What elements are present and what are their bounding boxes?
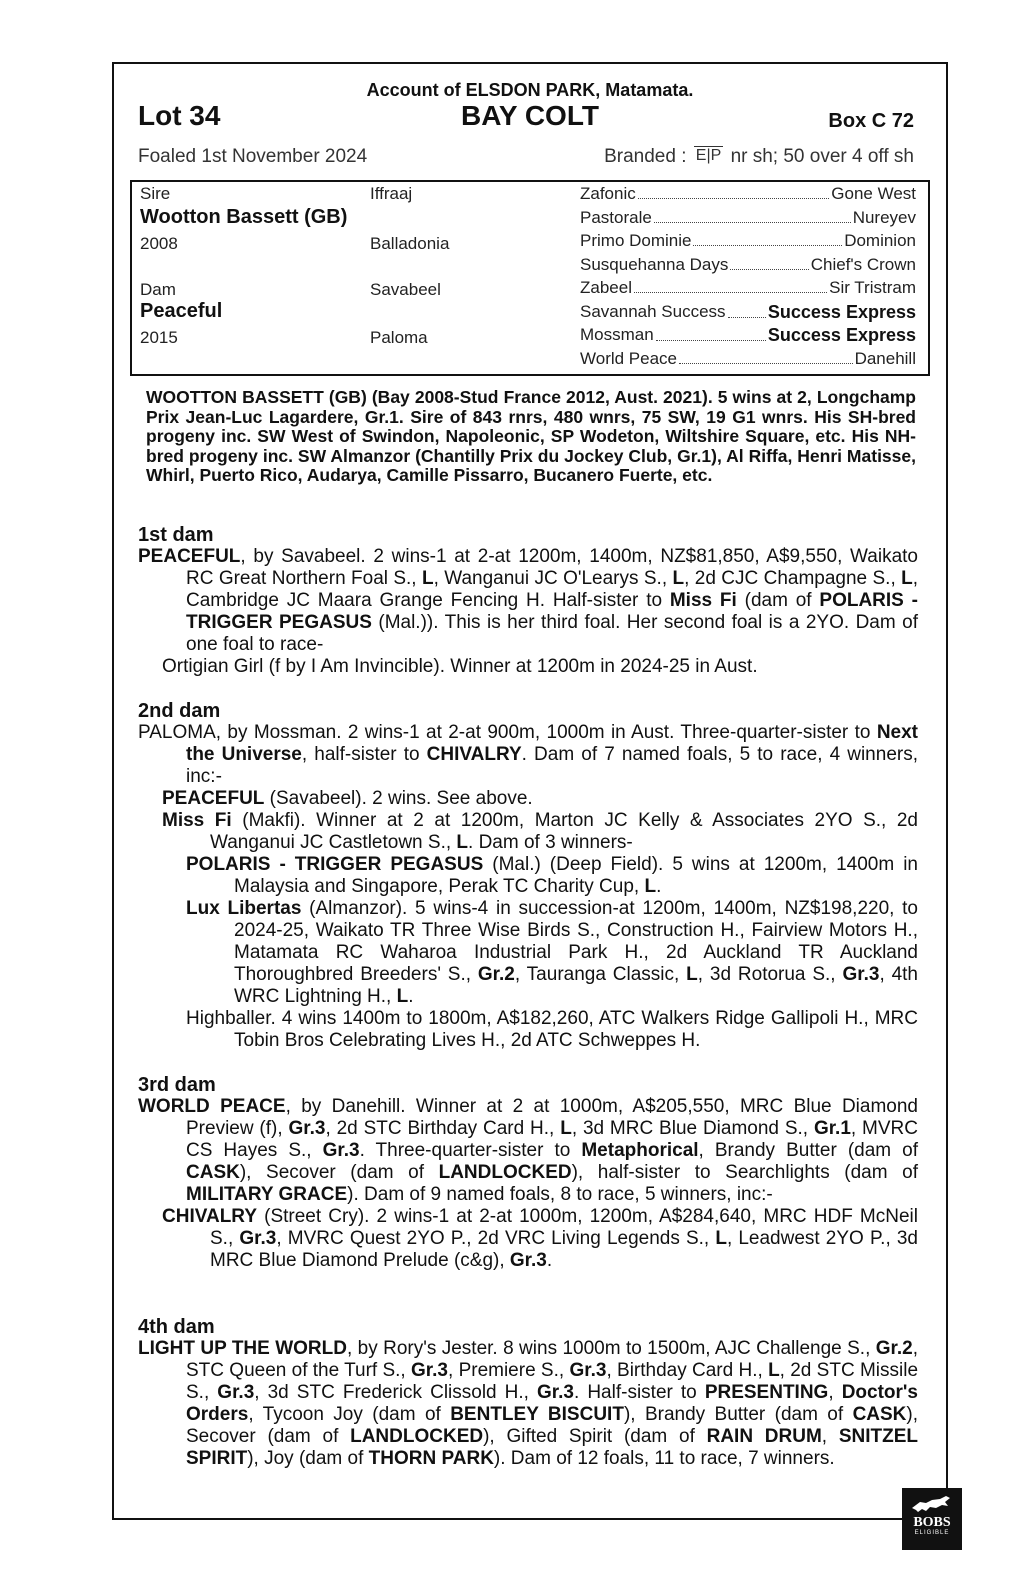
second-dam-foal-peaceful: PEACEFUL (Savabeel). 2 wins. See above. <box>162 788 533 809</box>
brand-mark: E|P <box>695 147 722 164</box>
branded-info <box>604 146 914 168</box>
ancestor-row <box>580 302 916 323</box>
ancestor-sire: Nureyev <box>852 207 916 227</box>
leader-dots <box>638 184 830 199</box>
sire-dam: Balladonia <box>370 234 450 253</box>
ancestor-name: Zafonic <box>580 184 636 203</box>
vendor-account: Account of ELSDON PARK, Matamata. <box>366 80 694 100</box>
ancestor-sire: Sir Tristram <box>829 278 916 297</box>
ancestor-row <box>580 184 916 204</box>
ancestor-row <box>580 231 916 251</box>
leader-dots <box>634 278 827 293</box>
dam-dam: Paloma <box>370 328 428 347</box>
first-dam-foal: Ortigian Girl (f by I Am Invincible). Winner at 1200m in 2024-25 in Aust. <box>162 656 758 677</box>
dam-label: Dam <box>140 280 176 299</box>
branded-detail: nr sh; 50 over 4 off sh <box>730 146 914 167</box>
ancestor-name: World Peace <box>580 348 678 368</box>
ancestor-sire: Gone West <box>831 184 916 203</box>
grandfoal-lux-libertas: Lux Libertas (Almanzor). 5 wins-4 in succession-at 1200m, 1400m, NZ$198,220, to 2024-25, Waikato TR Three Wise Birds S., Construction H., Fairview Motors H., Matamata RC Waharoa Industrial Park H., 2d Auckland TR Auckland Thoroughbred Breeders' S., Gr.2, Tauranga Classic, L, 3d Rotorua S., Gr.3, 4th WRC Lightning H., L. <box>186 898 918 1007</box>
first-dam-section <box>138 524 918 678</box>
ancestor-name: Susquehanna Days <box>580 254 729 274</box>
dam-sire: Savabeel <box>370 280 441 299</box>
branded-label: Branded : <box>604 146 687 167</box>
second-dam-heading: 2nd dam <box>138 700 221 722</box>
ancestor-row <box>580 208 916 228</box>
second-dam-section <box>138 700 918 1052</box>
fourth-dam-heading: 4th dam <box>138 1316 215 1338</box>
ancestor-sire: Dominion <box>844 231 916 250</box>
fourth-dam-text: LIGHT UP THE WORLD, by Rory's Jester. 8 wins 1000m to 1500m, AJC Challenge S., Gr.2, STC Queen of the Turf S., Gr.3, Premiere S., Gr.3, Birthday Card H., L, 2d STC Missile S., Gr.3, 3d STC Frederick Clissold H., Gr.3. Half-sister to PRESENTING, Doctor's Orders, Tycoon Joy (dam of BENTLEY BISCUIT), Brandy Butter (dam of CASK), Secover (dam of LANDLOCKED), Gifted Spirit (dam of RAIN DRUM, SNITZEL SPIRIT), Joy (dam of THORN PARK). Dam of 12 foals, 11 to race, 7 winners. <box>138 1338 919 1469</box>
lot-description: BAY COLT <box>461 100 599 131</box>
ancestor-row <box>580 349 916 369</box>
horse-icon <box>910 1494 954 1516</box>
box-number: Box C 72 <box>828 110 914 132</box>
ancestor-name: Mossman <box>580 325 654 344</box>
ancestor-sire: Chief's Crown <box>810 254 916 274</box>
first-dam-heading: 1st dam <box>138 524 214 546</box>
third-dam-heading: 3rd dam <box>138 1074 216 1096</box>
leader-dots <box>654 208 851 223</box>
sire-label: Sire <box>140 184 171 203</box>
leader-dots <box>728 302 766 318</box>
foaled-date: Foaled 1st November 2024 <box>138 146 368 167</box>
second-dam-foal-miss-fi: Miss Fi (Makfi). Winner at 2 at 1200m, Marton JC Kelly & Associates 2YO S., 2d Wanganui JC Castletown S., L. Dam of 3 winners- <box>162 810 918 853</box>
bobs-eligible-logo <box>902 1488 962 1550</box>
pedigree-table <box>130 180 930 376</box>
leader-dots <box>656 325 766 341</box>
ancestor-sire: Danehill <box>854 348 916 368</box>
ancestor-name: Primo Dominie <box>580 231 692 250</box>
ancestor-sire: Success Express <box>767 325 916 345</box>
sire-sire: Iffraaj <box>370 184 413 203</box>
ancestor-name: Zabeel <box>580 278 632 297</box>
ancestor-sire: Success Express <box>767 301 916 322</box>
ancestor-name: Pastorale <box>580 207 652 227</box>
third-dam-text: WORLD PEACE, by Danehill. Winner at 2 at 1000m, A$205,550, MRC Blue Diamond Preview (f), Gr.3, 2d STC Birthday Card H., L, 3d MRC Blue Diamond S., Gr.1, MVRC CS Hayes S., Gr.3. Three-quarter-sister to Metaphorical, Brandy Butter (dam of CASK), Secover (dam of LANDLOCKED), half-sister to Searchlights (dam of MILITARY GRACE). Dam of 9 named foals, 8 to race, 5 winners, inc:- <box>138 1096 919 1205</box>
third-dam-foal-chivalry: CHIVALRY (Street Cry). 2 wins-1 at 2-at 1000m, 1200m, A$284,640, MRC HDF McNeil S., Gr.3, MVRC Quest 2YO P., 2d VRC Living Legends S., L, Leadwest 2YO P., 3d MRC Blue Diamond Prelude (c&g), Gr.3. <box>162 1206 918 1271</box>
third-dam-section <box>138 1074 918 1272</box>
grandfoal-highballer: Highballer. 4 wins 1400m to 1800m, A$182,260, ATC Walkers Ridge Gallipoli H., MRC Tobin Bros Celebrating Lives H., 2d ATC Schweppes H. <box>186 1008 918 1051</box>
sire-summary: WOOTTON BASSETT (GB) (Bay 2008-Stud France 2012, Aust. 2021). 5 wins at 2, Longchamp Prix Jean-Luc Lagardere, Gr.1. Sire of 843 rnrs, 480 wnrs, 75 SW, 19 G1 wnrs. His SH-bred progeny inc. SW West of Swindon, Napoleonic, SP Wodeton, Wiltshire Square, etc. His NH-bred progeny inc. SW Almanzor (Chantilly Prix du Jockey Club, Gr.1), Al Riffa, Henri Matisse, Whirl, Puerto Rico, Audarya, Camille Pissarro, Bucanero Fuerte, etc. <box>146 387 916 486</box>
sire-year: 2008 <box>140 234 178 253</box>
ancestor-name: Savannah Success <box>580 301 726 321</box>
logo-text: BOBS <box>913 1515 951 1530</box>
ancestor-row <box>580 255 916 275</box>
fourth-dam-section <box>138 1316 918 1470</box>
lot-number: Lot 34 <box>138 100 221 131</box>
logo-subtext: ELIGIBLE <box>914 1530 950 1536</box>
sire-name: Wootton Bassett (GB) <box>140 206 348 228</box>
dam-year: 2015 <box>140 328 178 347</box>
dam-name: Peaceful <box>140 300 223 322</box>
leader-dots <box>679 349 853 364</box>
leader-dots <box>693 231 842 246</box>
catalogue-page <box>112 62 948 1520</box>
leader-dots <box>730 255 808 270</box>
first-dam-text: PEACEFUL, by Savabeel. 2 wins-1 at 2-at 1200m, 1400m, NZ$81,850, A$9,550, Waikato RC Great Northern Foal S., L, Wanganui JC O'Learys S., L, 2d CJC Champagne S., L, Cambridge JC Maara Grange Fencing H. Half-sister to Miss Fi (dam of POLARIS - TRIGGER PEGASUS (Mal.)). This is her third foal. Her second foal is a 2YO. Dam of one foal to race- <box>138 546 919 655</box>
grandfoal-polaris: POLARIS - TRIGGER PEGASUS (Mal.) (Deep Field). 5 wins at 1200m, 1400m in Malaysia and Singapore, Perak TC Charity Cup, L. <box>186 854 918 897</box>
second-dam-text: PALOMA, by Mossman. 2 wins-1 at 2-at 900m, 1000m in Aust. Three-quarter-sister to Next the Universe, half-sister to CHIVALRY. Dam of 7 named foals, 5 to race, 4 winners, inc:- <box>138 722 918 787</box>
ancestor-row <box>580 278 916 298</box>
ancestor-row <box>580 325 916 346</box>
